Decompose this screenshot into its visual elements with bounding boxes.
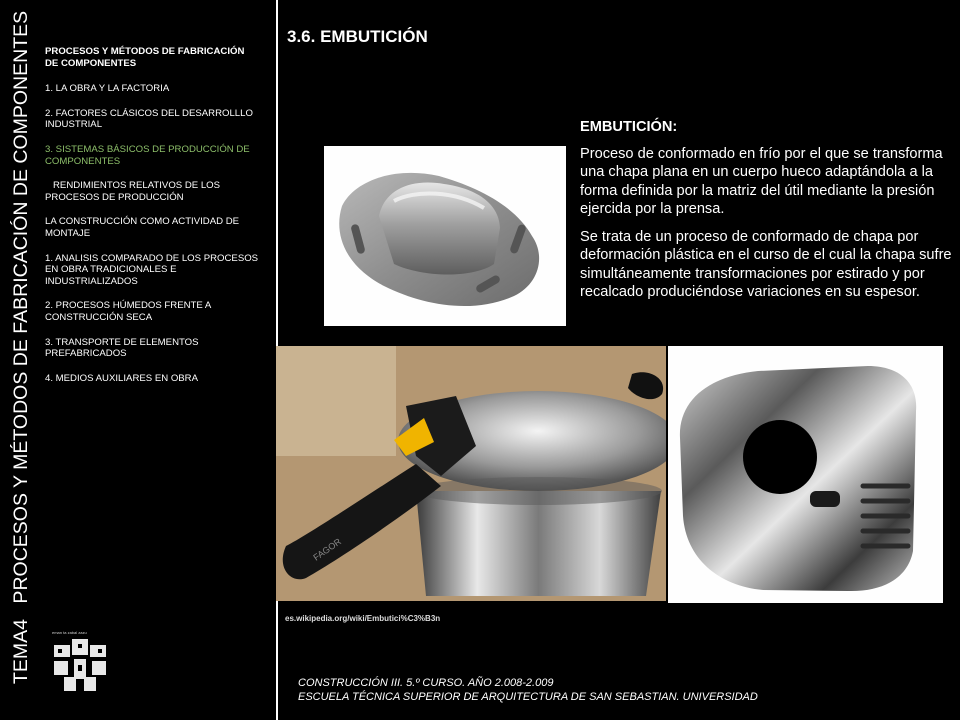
nav-item-construccion-montaje[interactable]: LA CONSTRUCCIÓN COMO ACTIVIDAD DE MONTAJE: [45, 216, 240, 239]
nav-item-factores[interactable]: 2. FACTORES CLÁSICOS DEL DESARROLLLO INDUSTRIAL: [45, 107, 253, 131]
page-title: 3.6. EMBUTICIÓN: [287, 27, 428, 46]
footer-course: CONSTRUCCIÓN III. 5.º CURSO. AÑO 2.008-2.009: [298, 677, 554, 689]
nav-item-analisis[interactable]: 1. ANALISIS COMPARADO DE LOS PROCESOS EN OBRA TRADICIONALES E INDUSTRIALIZADOS: [45, 252, 259, 287]
section-heading: EMBUTICIÓN:: [580, 119, 678, 135]
vertical-title: [6, 0, 36, 720]
logo-caption: eman ta zabal zazu: [52, 630, 87, 635]
embossed-sheet-photo: [324, 146, 566, 326]
nav-item-sistemas[interactable]: 3. SISTEMAS BÁSICOS DE PRODUCCIÓN DE COMPONENTES: [45, 143, 250, 167]
image-credit: es.wikipedia.org/wiki/Embutici%C3%B3n: [285, 614, 441, 623]
footer-school: ESCUELA TÉCNICA SUPERIOR DE ARQUITECTURA DE SAN SEBASTIAN. UNIVERSIDAD: [298, 691, 758, 703]
paragraph-definition: Proceso de conformado en frío por el que se transforma una chapa plana en un cuerpo hueco adaptándola a la forma definida por la matriz del útil mediante la presión ejercida por la prensa.: [580, 145, 943, 217]
content-text: [580, 118, 952, 311]
tema-label: TEMA4: [10, 618, 32, 684]
pot-brand-label: FAGOR: [311, 536, 343, 563]
nav-item-obra-factoria[interactable]: 1. LA OBRA Y LA FACTORIA: [45, 83, 170, 95]
pressure-cooker-photo: [276, 346, 666, 601]
logo-emblem-icon: [50, 635, 110, 695]
nav-item-rendimientos[interactable]: RENDIMIENTOS RELATIVOS DE LOS PROCESOS DE PRODUCCIÓN: [45, 180, 221, 203]
course-title: PROCESOS Y MÉTODOS DE FABRICACIÓN DE COMPONENTES: [10, 10, 32, 604]
paragraph-description: Se trata de un proceso de conformado de chapa por deformación plástica en el curso de el cual la chapa sufre simultáneamente transformaciones por estirado y por recalcado produciéndose variaciones en su espesor.: [580, 228, 952, 300]
university-logo: [50, 630, 110, 695]
chrome-housing-photo: [668, 346, 943, 603]
nav-item-procesos-humedos[interactable]: 2. PROCESOS HÚMEDOS FRENTE A CONSTRUCCIÓN SECA: [45, 300, 211, 323]
nav-item-transporte[interactable]: 3. TRANSPORTE DE ELEMENTOS PREFABRICADOS: [45, 336, 199, 360]
nav-item-medios[interactable]: 4. MEDIOS AUXILIARES EN OBRA: [45, 372, 199, 384]
footer: [298, 676, 758, 704]
nav-heading: PROCESOS Y MÉTODOS DE FABRICACIÓN DE COMPONENTES: [45, 46, 245, 69]
sidebar-nav: [45, 46, 260, 397]
